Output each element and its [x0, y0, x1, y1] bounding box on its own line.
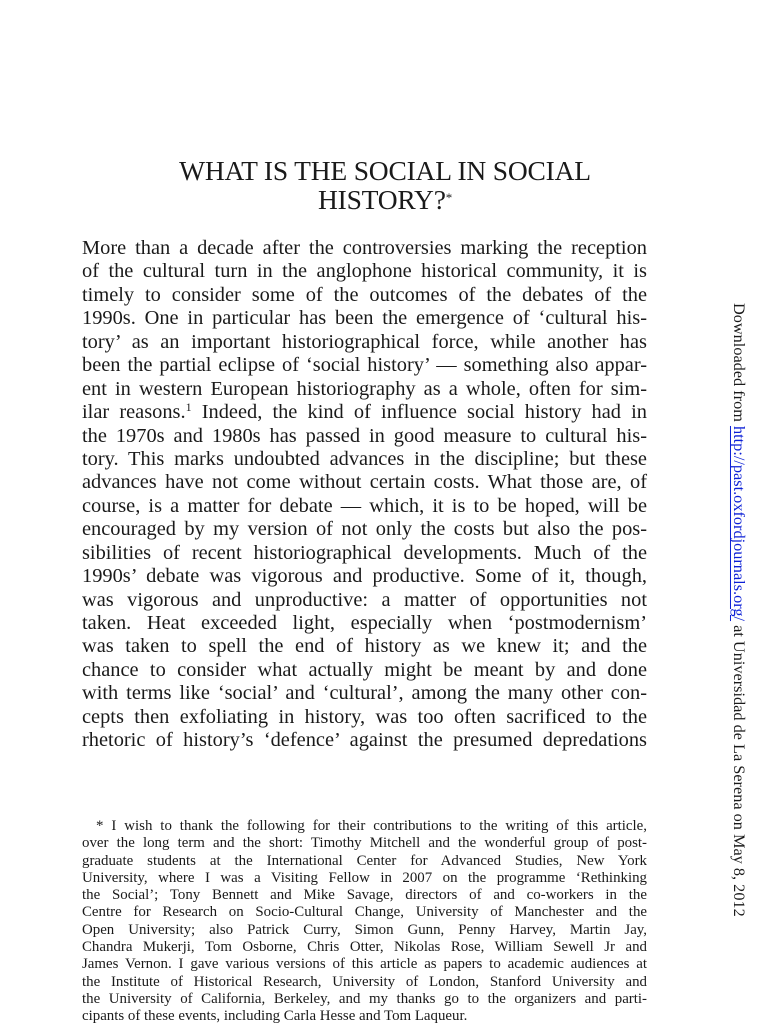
title-footnote-marker[interactable]: * [445, 190, 453, 205]
footnote-line: cipants of these events, including Carla Hesse and Tom Laqueur. [82, 1008, 468, 1025]
footnote-line: Chandra Mukerji, Tom Osborne, Chris Otter, Nikolas Rose, William Sewell Jr and [82, 939, 647, 956]
body-line-part: ilar reasons. [82, 401, 186, 424]
body-line: tory. This marks undoubted advances in the discipline; but these [82, 447, 647, 470]
footnote [82, 818, 647, 1026]
body-line: tory’ as an important historiographical force, while another has [82, 330, 647, 353]
footnote-line: University, where I was a Visiting Fellow in 2007 on the programme ‘Rethinking [82, 869, 647, 886]
body-line: 1990s. One in particular has been the emergence of ‘cultural his- [82, 307, 647, 330]
footnote-line: over the long term and the short: Timothy Mitchell and the wonderful group of post- [82, 835, 647, 852]
download-notice-prefix: Downloaded from [730, 303, 749, 426]
body-line: sibilities of recent historiographical developments. Much of the [82, 541, 647, 564]
body-line: chance to consider what actually might be meant by and done [82, 658, 647, 681]
footnote-line: Open University; also Patrick Curry, Simon Gunn, Penny Harvey, Martin Jay, [82, 921, 647, 938]
footnote-ref-1[interactable]: 1 [185, 400, 192, 415]
body-line: course, is a matter for debate — which, it is to be hoped, will be [82, 494, 647, 517]
article-body [82, 237, 647, 753]
footnote-line: graduate students at the International Center for Advanced Studies, New York [82, 852, 647, 869]
footnote-line: Centre for Research on Socio-Cultural Change, University of Manchester and the [82, 904, 647, 921]
body-line-with-footnote-ref [82, 401, 647, 424]
journal-link[interactable]: http://past.oxfordjournals.org/ [730, 425, 749, 622]
body-line: with terms like ‘social’ and ‘cultural’, among the many other con- [82, 682, 647, 705]
body-line: encouraged by my version of not only the costs but also the pos- [82, 518, 647, 541]
footnote-line: the Institute of Historical Research, University of London, Stanford University and [82, 973, 647, 990]
body-line: ent in western European historiography as a whole, often for sim- [82, 377, 647, 400]
download-notice-suffix: at Universidad de La Serena on May 8, 2012 [730, 621, 749, 917]
body-line: More than a decade after the controversies marking the reception [82, 237, 647, 259]
body-line: advances have not come without certain costs. What those are, of [82, 471, 647, 494]
footnote-line-text: I wish to thank the following for their contributions to the writing of this article, [103, 818, 647, 834]
body-line: taken. Heat exceeded light, especially when ‘postmodernism’ [82, 612, 647, 634]
download-notice [726, 303, 753, 917]
footnote-line: James Vernon. I gave various versions of this article as papers to academic audiences at [82, 956, 647, 973]
article-title [100, 156, 670, 214]
body-line: timely to consider some of the outcomes of the debates of the [82, 283, 647, 306]
body-line-part: Indeed, the kind of influence social history had in [191, 401, 647, 424]
body-line: 1990s’ debate was vigorous and productive. Some of it, though, [82, 565, 647, 588]
footnote-marker: * [96, 818, 104, 834]
footnote-line: the University of California, Berkeley, and my thanks go to the organizers and parti- [82, 990, 647, 1007]
body-line: was vigorous and unproductive: a matter of opportunities not [82, 588, 647, 611]
footnote-line: the Social’; Tony Bennett and Mike Savage, directors of and co-workers in the [82, 887, 647, 904]
body-line: rhetoric of history’s ‘defence’ against the presumed depredations [82, 729, 647, 752]
body-line: the 1970s and 1980s has passed in good measure to cultural his- [82, 424, 647, 447]
body-line: was taken to spell the end of history as we knew it; and the [82, 635, 647, 658]
body-line: been the partial eclipse of ‘social history’ — something also appar- [82, 354, 647, 377]
body-line: cepts then exfoliating in history, was too often sacrificed to the [82, 705, 647, 728]
article-title-line2: HISTORY? [317, 184, 446, 215]
footnote-line [82, 818, 647, 835]
article-title-line1: WHAT IS THE SOCIAL IN SOCIAL [179, 155, 591, 186]
body-line: of the cultural turn in the anglophone historical community, it is [82, 260, 647, 283]
